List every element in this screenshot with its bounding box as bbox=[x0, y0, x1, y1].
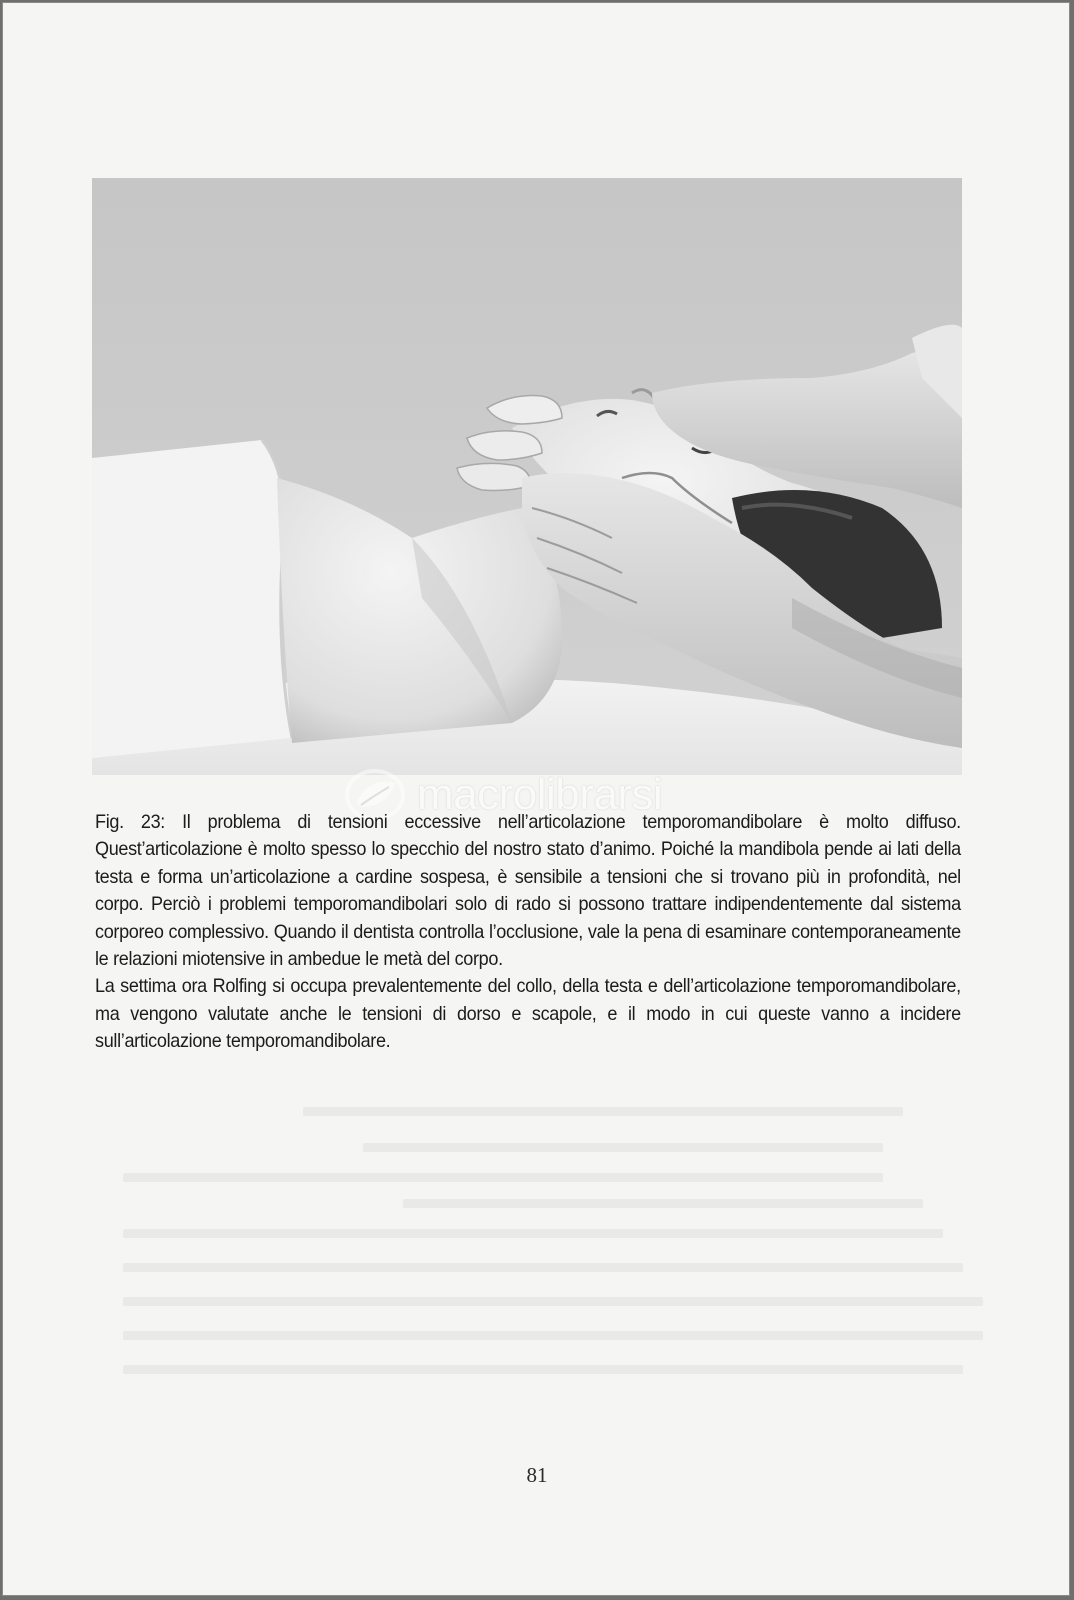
caption-paragraph-1: Fig. 23: Il problema di tensioni eccessive nell’articolazione temporomandibolare è molto diffuso. Quest’articolazione è molto spesso lo specchio del nostro stato d’animo. Poiché la mandibola pende ai lati della testa e forma un’articolazione a cardine sospesa, è sensibile a tensioni che si trovano più in profondità, nel corpo. Perciò i problemi temporomandibolari solo di rado si possono trattare indipendentemente dal sistema corporeo complessivo. Quando il dentista controlla l’occlusione, vale la pena di esaminare contemporaneamente le relazioni miotensive in ambedue le metà del corpo. bbox=[95, 811, 961, 971]
bleed-through-line bbox=[123, 1297, 983, 1306]
bleed-through-line bbox=[123, 1331, 983, 1340]
bleed-through-line bbox=[123, 1229, 943, 1238]
bleed-through-line bbox=[403, 1199, 923, 1208]
bleed-through-line bbox=[123, 1173, 883, 1182]
watermark-text: macrolibrarsi bbox=[417, 770, 663, 819]
bleed-through-line bbox=[123, 1263, 963, 1272]
photo-massage-jaw-icon bbox=[92, 178, 962, 775]
book-page bbox=[2, 2, 1070, 1596]
bleed-through-line bbox=[363, 1143, 883, 1152]
bleed-through-line bbox=[123, 1365, 963, 1374]
figure-caption bbox=[95, 809, 961, 1056]
caption-paragraph-2: La settima ora Rolfing si occupa prevalentemente del collo, della testa e dell’articolazione temporomandibolare, ma vengono valutate anche le tensioni di dorso e scapole, e il modo in cui queste vanno a incidere sull’articolazione temporomandibolare. bbox=[95, 975, 961, 1053]
figure-photo bbox=[92, 178, 962, 775]
page-number: 81 bbox=[526, 1463, 548, 1487]
bleed-through-line bbox=[303, 1107, 903, 1116]
